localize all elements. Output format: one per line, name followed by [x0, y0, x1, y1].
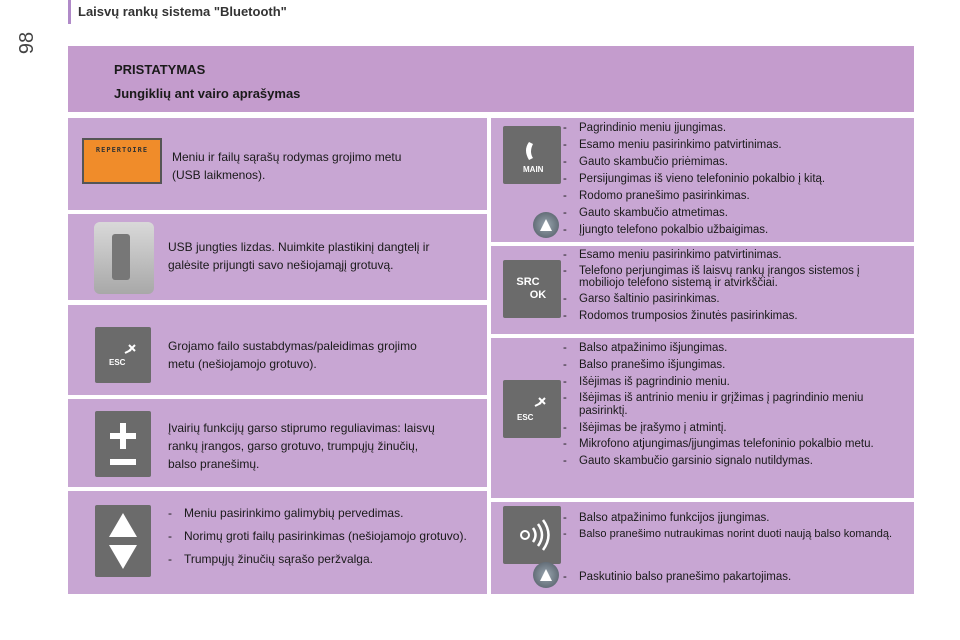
list-item: - Išėjimas iš pagrindinio meniu. — [563, 375, 908, 389]
header-accent-bar — [68, 0, 71, 24]
panel-volume — [68, 399, 487, 487]
panel-esc-right — [491, 338, 914, 498]
esc-icon — [95, 327, 151, 383]
src-label: SRC — [516, 276, 540, 288]
repertoire-button[interactable] — [82, 138, 162, 184]
list-item: - Gauto skambučio priėmimas. — [563, 155, 908, 169]
list-item: - Norimų groti failų pasirinkimas (nešiojamojo grotuvo). — [168, 528, 468, 545]
list-item: - Gauto skambučio garsinio signalo nutildymas. — [563, 454, 908, 468]
long-press-icon — [533, 212, 559, 238]
list-item: - Išėjimas iš antrinio meniu ir grįžimas į pagrindinio meniu pasirinktį. — [563, 392, 908, 418]
usb-port-image — [94, 222, 154, 294]
list-item: - Rodomos trumposios žinutės pasirinkimas. — [563, 309, 908, 323]
list-item: - Telefono perjungimas iš laisvų rankų įrangos sistemos į mobiliojo telefono sistemą ir atvirkščiai. — [563, 265, 908, 289]
list-item: - Įjungto telefono pokalbio užbaigimas. — [563, 223, 908, 237]
voice-list — [563, 511, 908, 543]
volume-buttons[interactable] — [95, 411, 151, 477]
list-item: - Mikrofono atjungimas/įjungimas telefoninio pokalbio metu. — [563, 438, 908, 451]
esc-left-description: Grojamo failo sustabdymas/paleidimas grojimo metu (nešiojamojo grotuvo). — [168, 339, 417, 371]
arrow-up-icon — [109, 513, 137, 537]
voice-list-extra — [563, 570, 908, 587]
arrows-list — [168, 505, 468, 574]
panel-esc-left — [68, 305, 487, 395]
voice-command-icon — [503, 506, 561, 564]
esc-icon — [503, 380, 561, 438]
list-item: - Garso šaltinio pasirinkimas. — [563, 292, 908, 306]
arrow-down-icon — [109, 545, 137, 569]
list-item: - Balso atpažinimo išjungimas. — [563, 341, 908, 355]
list-item: - Rodomo pranešimo pasirinkimas. — [563, 189, 908, 203]
panel-voice — [491, 502, 914, 594]
plus-icon — [109, 423, 137, 449]
srcok-list — [563, 248, 908, 326]
repertoire-description: Meniu ir failų sąrašų rodymas grojimo metu (USB laikmenos). — [172, 150, 402, 182]
main-button[interactable] — [503, 126, 561, 184]
usb-slot-icon — [112, 234, 130, 280]
phone-main-icon — [503, 126, 561, 184]
panel-srcok — [491, 246, 914, 334]
list-item: - Esamo meniu pasirinkimo patvirtinimas. — [563, 138, 908, 152]
list-item: - Esamo meniu pasirinkimo patvirtinimas. — [563, 248, 908, 262]
section-title: PRISTATYMAS — [114, 62, 206, 77]
volume-description: Įvairių funkcijų garso stiprumo reguliavimas: laisvų rankų įrangos, garso grotuvo, trumpųjų žinučių, balso pranešimų. — [168, 421, 435, 471]
esc-button-left[interactable] — [95, 327, 151, 383]
svg-text:ESC: ESC — [517, 413, 534, 422]
panel-repertoire — [68, 118, 487, 210]
list-item: - Paskutinio balso pranešimo pakartojimas. — [563, 570, 908, 584]
panel-usb — [68, 214, 487, 300]
repertoire-label: REPERTOIRE — [95, 146, 149, 154]
section-subtitle: Jungiklių ant vairo aprašymas — [114, 86, 301, 101]
src-ok-button[interactable] — [503, 260, 561, 318]
arrow-up-small-icon — [539, 568, 553, 582]
arrow-up-small-icon — [539, 218, 553, 232]
esc-right-list — [563, 341, 908, 471]
minus-icon — [109, 459, 137, 465]
list-item: - Persijungimas iš vieno telefoninio pokalbio į kitą. — [563, 172, 908, 186]
usb-description: USB jungties lizdas. Nuimkite plastikinį dangtelį ir galėsite prijungti savo nešiojamąjį grotuvą. — [168, 240, 430, 272]
panel-main — [491, 118, 914, 242]
page-number: 98 — [15, 31, 38, 55]
esc-button-right[interactable] — [503, 380, 561, 438]
voice-button[interactable] — [503, 506, 561, 564]
list-item: - Gauto skambučio atmetimas. — [563, 206, 908, 220]
list-item: - Pagrindinio meniu įjungimas. — [563, 121, 908, 135]
main-list — [563, 121, 908, 240]
title-band — [68, 46, 914, 112]
list-item: - Balso atpažinimo funkcijos įjungimas. — [563, 511, 908, 525]
long-press-icon — [533, 562, 559, 588]
list-item: - Balso pranešimo išjungimas. — [563, 358, 908, 372]
arrow-buttons[interactable] — [95, 505, 151, 577]
list-item: - Išėjimas be įrašymo į atmintį. — [563, 421, 908, 435]
svg-text:MAIN: MAIN — [523, 165, 544, 174]
list-item: - Meniu pasirinkimo galimybių pervedimas. — [168, 505, 468, 522]
list-item: - Balso pranešimo nutraukimas norint duoti naują balso komandą. — [563, 528, 908, 540]
panel-arrows — [68, 491, 487, 594]
svg-text:ESC: ESC — [109, 358, 126, 367]
list-item: - Trumpųjų žinučių sąrašo peržvalga. — [168, 551, 468, 568]
page-header: Laisvų rankų sistema "Bluetooth" — [78, 4, 287, 19]
ok-label: OK — [529, 289, 547, 301]
